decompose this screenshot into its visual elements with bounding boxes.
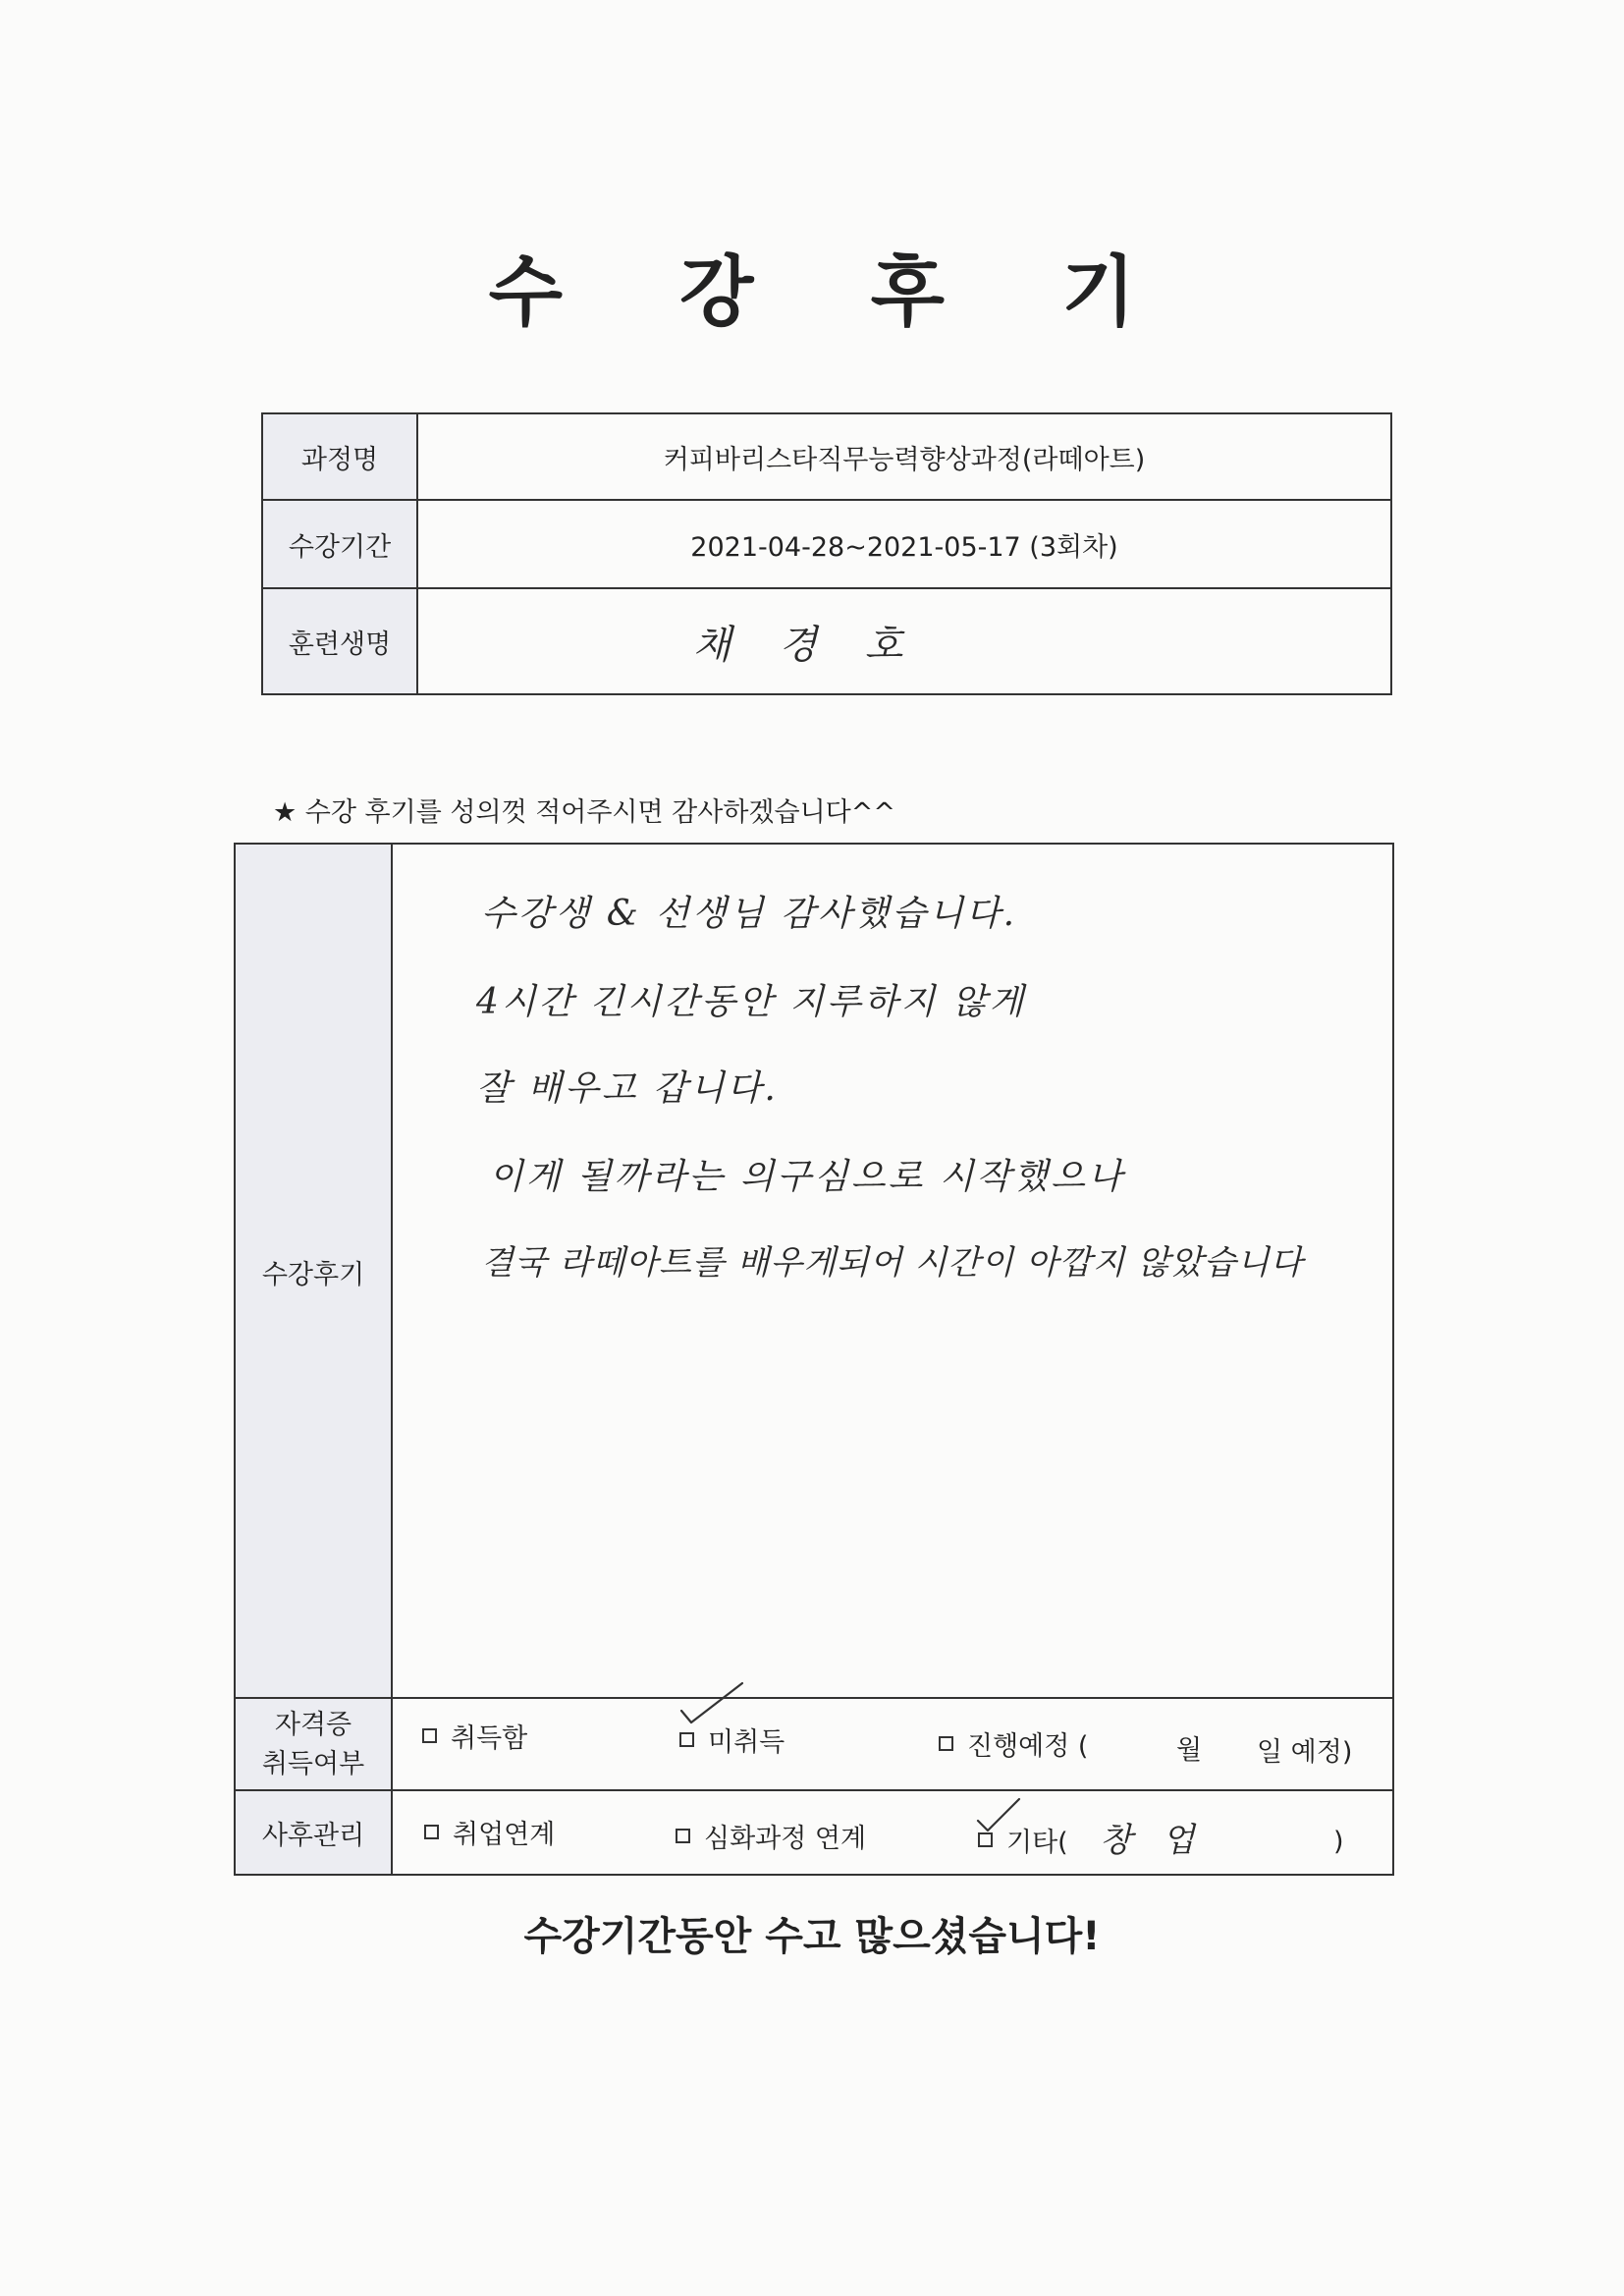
checkbox[interactable]: [424, 1825, 439, 1839]
option-label: 진행예정 (: [967, 1731, 1089, 1762]
course-name-value: 커피바리스타직무능력향상과정(라떼아트): [663, 444, 1146, 475]
page-title: 수 강 후 기: [488, 248, 1181, 337]
review-line: 결국 라떼아트를 배우게되어 시간이 아깝지 않았습니다: [481, 1243, 1304, 1283]
certificate-label-line1: 자격증: [274, 1710, 352, 1740]
option-label: 심화과정 연계: [704, 1824, 867, 1854]
certificate-option-planned[interactable]: [939, 1724, 1088, 1763]
option-label: 취업연계: [453, 1820, 556, 1850]
closing-message: 수강기간동안 수고 많으셨습니다!: [523, 1914, 1101, 1959]
option-label: 기타(: [1006, 1828, 1068, 1858]
checkbox[interactable]: [939, 1736, 953, 1751]
certificate-month: 월: [1176, 1735, 1203, 1766]
course-name-label: 과정명: [263, 414, 418, 499]
aftercare-option-employment[interactable]: [424, 1813, 555, 1851]
certificate-day-planned: 일 예정): [1257, 1737, 1353, 1768]
option-label: 취득함: [451, 1723, 528, 1754]
row-divider: [236, 1697, 1392, 1699]
checkbox[interactable]: [422, 1728, 437, 1743]
review-line: 이게 될까라는 의구심으로 시작했으나: [489, 1157, 1125, 1197]
review-line: 잘 배우고 갑니다.: [476, 1068, 779, 1109]
review-line: 4시간 긴시간동안 지루하지 않게: [476, 982, 1027, 1022]
course-info-table: [261, 412, 1392, 695]
aftercare-option-advanced-course[interactable]: [676, 1817, 866, 1855]
check-mark-icon: [677, 1679, 746, 1728]
trainee-signature: 채 경 호: [693, 622, 921, 668]
check-mark-icon: [976, 1797, 1023, 1836]
aftercare-other-value: 창 업: [1100, 1821, 1205, 1860]
review-notice: ★ 수강 후기를 성의껏 적어주시면 감사하겠습니다^^: [273, 797, 896, 828]
period-value: 2021-04-28~2021-05-17 (3회차): [690, 531, 1118, 563]
row-divider: [236, 1789, 1392, 1791]
option-label: 미취득: [708, 1727, 785, 1758]
review-line: 수강생 & 선생님 감사했습니다.: [481, 894, 1018, 934]
review-table: [234, 843, 1394, 1876]
certificate-option-obtained[interactable]: [422, 1717, 527, 1755]
period-label: 수강기간: [263, 501, 418, 587]
review-label: 수강후기: [236, 845, 393, 1699]
certificate-label-line2: 취득여부: [261, 1749, 365, 1779]
trainee-name-label: 훈련생명: [263, 589, 418, 693]
checkbox[interactable]: [679, 1732, 694, 1747]
aftercare-label: 사후관리: [236, 1791, 393, 1874]
checkbox[interactable]: [676, 1829, 690, 1843]
trainee-name-value: [418, 589, 1390, 693]
certificate-label: [236, 1699, 393, 1791]
aftercare-close-paren: ): [1333, 1827, 1344, 1857]
